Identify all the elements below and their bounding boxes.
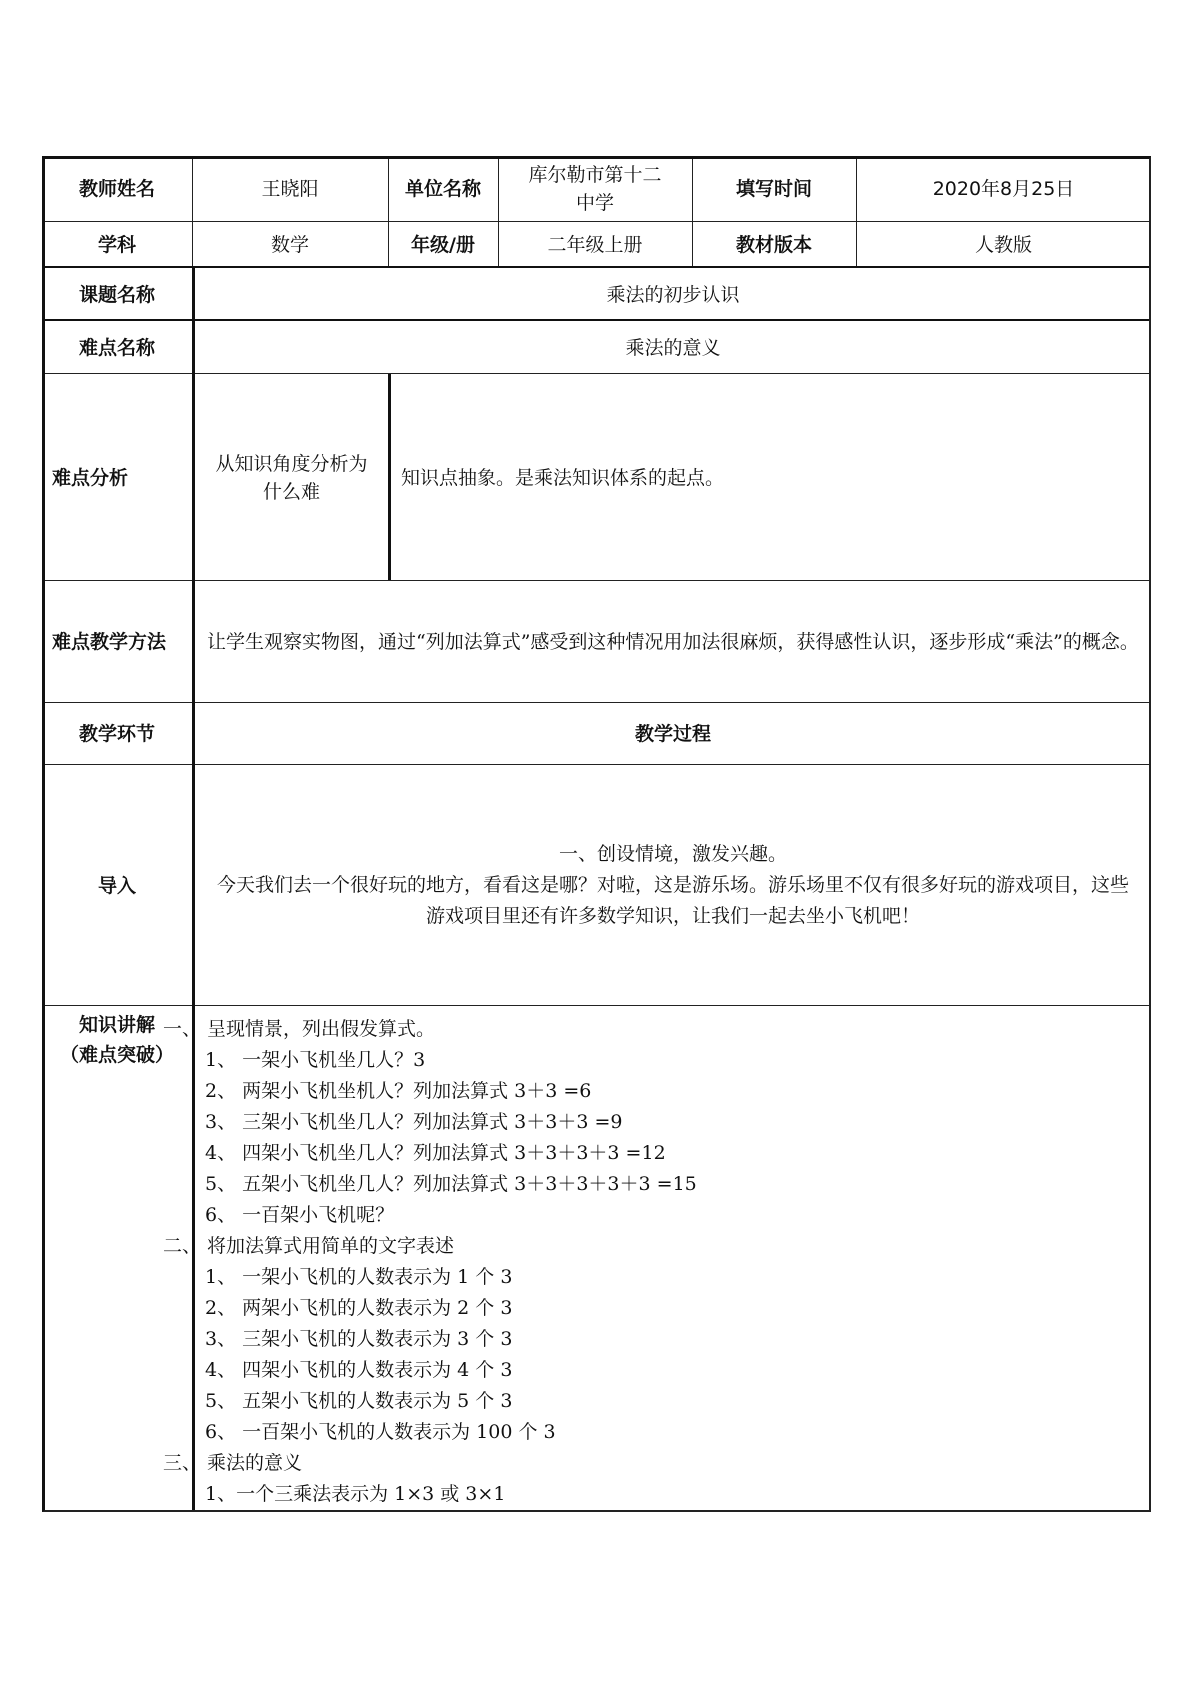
teacher-value: 王晓阳 <box>261 177 319 200</box>
method-value: 让学生观察实物图，通过“列加法算式”感受到这种情况用加法很麻烦，获得感性认识，逐步形成“乘法”的概念。 <box>207 630 1139 653</box>
intro-label: 导入 <box>97 874 136 897</box>
process-label: 教学环节 <box>78 723 155 745</box>
knowledge-list <box>163 1014 1093 1510</box>
topic-value: 乘法的初步认识 <box>606 283 740 306</box>
date-value: 2020年8月25日 <box>932 177 1075 200</box>
knowledge-list-item: 1、 一架小飞机坐几人？3 <box>205 1049 426 1071</box>
knowledge-list-item: 3、 三架小飞机坐几人？列加法算式 3＋3＋3 =9 <box>205 1111 623 1133</box>
knowledge-section-heading: 一、 呈现情景，列出假发算式。 <box>163 1018 436 1040</box>
knowledge-list-item: 2、 两架小飞机坐机人？列加法算式 3＋3 =6 <box>205 1080 592 1102</box>
difficulty-label: 难点名称 <box>78 337 155 359</box>
analysis-value: 知识点抽象。是乘法知识体系的起点。 <box>401 466 725 489</box>
edition-label: 教材版本 <box>735 233 812 256</box>
knowledge-list-item: 6、 一百架小飞机的人数表示为 100 个 3 <box>205 1421 556 1443</box>
grade-label: 年级/册 <box>411 233 475 256</box>
knowledge-list-item: 5、 五架小飞机的人数表示为 5 个 3 <box>205 1390 513 1412</box>
teacher-label: 教师姓名 <box>78 177 155 200</box>
intro-body: 今天我们去一个很好玩的地方，看看这是哪？对啦，这是游乐场。游乐场里不仅有很多好玩的游戏项目，这些游戏项目里还有许多数学知识，让我们一起去坐小飞机吧！ <box>216 874 1129 927</box>
knowledge-list-item: 1、 一架小飞机的人数表示为 1 个 3 <box>205 1266 513 1288</box>
knowledge-section-heading: 二、 将加法算式用简单的文字表述 <box>163 1235 455 1257</box>
process-value: 教学过程 <box>634 723 711 745</box>
topic-label: 课题名称 <box>78 283 155 306</box>
knowledge-list-item: 1、一个三乘法表示为 1×3 或 3×1 <box>205 1483 506 1505</box>
knowledge-label-2: （难点突破） <box>59 1044 174 1066</box>
knowledge-list-item: 3、 三架小飞机的人数表示为 3 个 3 <box>205 1328 513 1350</box>
knowledge-label-1: 知识讲解 <box>78 1014 155 1036</box>
analysis-sub-label: 从知识角度分析为什么难 <box>215 452 368 503</box>
difficulty-value: 乘法的意义 <box>625 337 721 359</box>
grade-value: 二年级上册 <box>547 233 643 256</box>
knowledge-list-item: 2、 两架小飞机的人数表示为 2 个 3 <box>205 1297 513 1319</box>
intro-title: 一、创设情境，激发兴趣。 <box>558 843 787 865</box>
edition-value: 人教版 <box>974 233 1032 256</box>
date-label: 填写时间 <box>735 177 812 200</box>
knowledge-list-item: 4、 四架小飞机坐几人？列加法算式 3＋3＋3＋3 =12 <box>205 1142 666 1164</box>
analysis-label: 难点分析 <box>52 466 129 489</box>
knowledge-list-item: 4、 四架小飞机的人数表示为 4 个 3 <box>205 1359 513 1381</box>
knowledge-section-heading: 三、 乘法的意义 <box>163 1452 303 1474</box>
subject-value: 数学 <box>270 233 309 256</box>
knowledge-list-item: 6、 一百架小飞机呢？ <box>205 1204 395 1226</box>
subject-label: 学科 <box>97 233 136 256</box>
method-label: 难点教学方法 <box>52 631 167 653</box>
unit-value: 库尔勒市第十二中学 <box>528 163 662 214</box>
unit-label: 单位名称 <box>404 177 481 200</box>
knowledge-list-item: 5、 五架小飞机坐几人？列加法算式 3＋3＋3＋3＋3 =15 <box>205 1173 697 1195</box>
